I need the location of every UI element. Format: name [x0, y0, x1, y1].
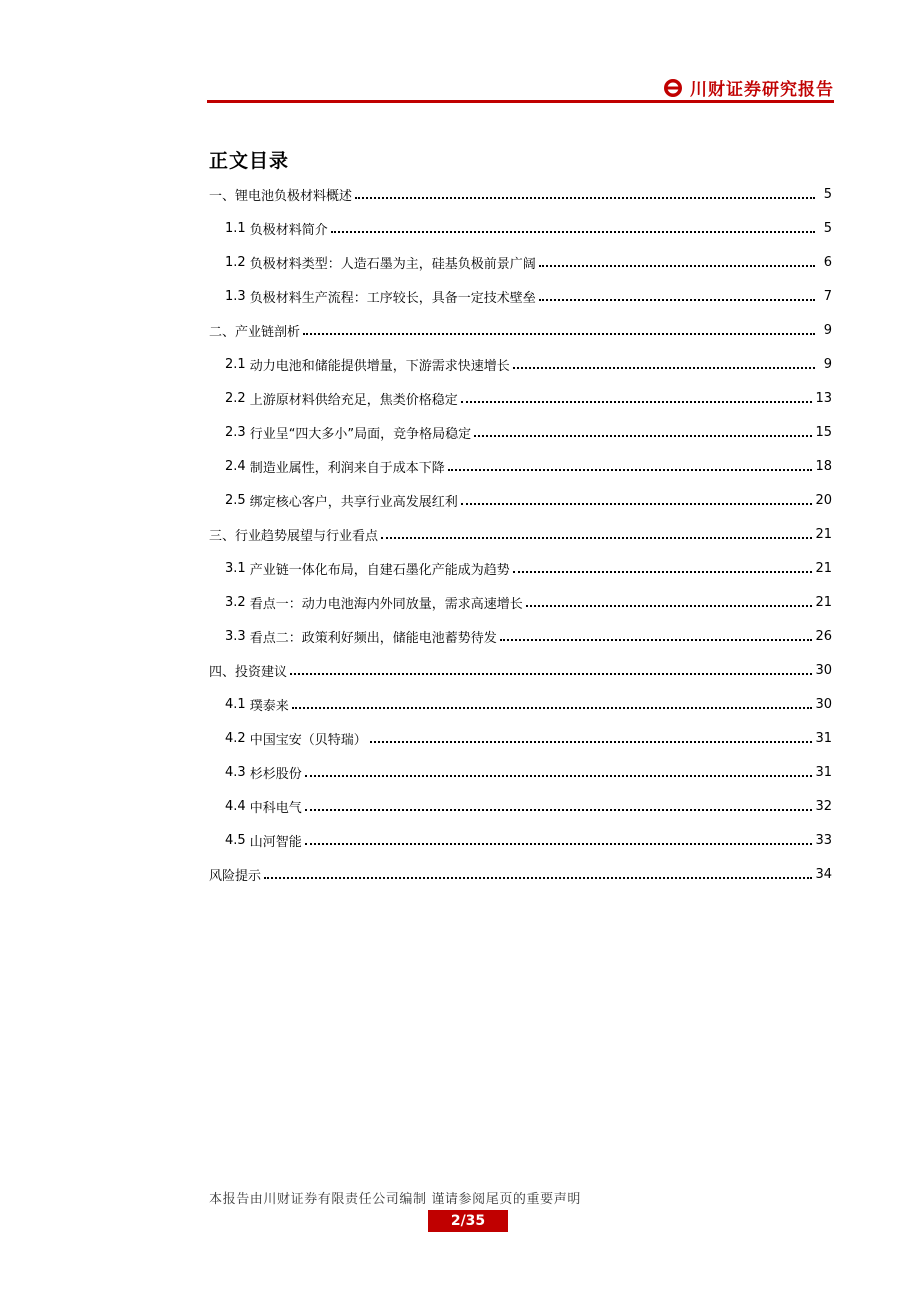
- toc-dot-leader: [290, 673, 812, 675]
- toc-entry-number: 2.4: [225, 458, 246, 474]
- toc-entry[interactable]: [209, 347, 832, 381]
- toc-dot-leader: [513, 367, 815, 369]
- toc-dot-leader: [331, 231, 815, 233]
- toc-dot-leader: [448, 469, 813, 471]
- toc-entry-label: 制造业属性，利润来自于成本下降: [249, 460, 445, 476]
- toc-entry-label: 产业链一体化布局，自建石墨化产能成为趋势: [249, 562, 510, 578]
- toc-entry-page: 5: [823, 220, 832, 236]
- toc-entry[interactable]: [209, 313, 832, 347]
- toc-entry[interactable]: [209, 279, 832, 313]
- toc-entry-page: 9: [823, 322, 832, 338]
- toc-entry-page: 32: [815, 798, 832, 814]
- toc-entry[interactable]: [209, 381, 832, 415]
- toc-entry-page: 6: [823, 254, 832, 270]
- toc-dot-leader: [292, 707, 813, 709]
- toc-dot-leader: [539, 299, 815, 301]
- toc-entry[interactable]: [209, 517, 832, 551]
- toc-dot-leader: [381, 537, 812, 539]
- toc-entry[interactable]: [209, 721, 832, 755]
- toc-entry-page: 5: [823, 186, 832, 202]
- toc-dot-leader: [305, 843, 813, 845]
- toc-entry-number: 1.3: [225, 288, 246, 304]
- toc-entry-label: 一、锂电池负极材料概述: [209, 188, 353, 204]
- toc-entry[interactable]: [209, 551, 832, 585]
- toc-entry-number: 4.2: [225, 730, 246, 746]
- toc-dot-leader: [474, 435, 812, 437]
- toc-dot-leader: [526, 605, 813, 607]
- toc-entry-page: 30: [815, 662, 832, 678]
- toc-entry-page: 30: [815, 696, 832, 712]
- toc-entry[interactable]: [209, 687, 832, 721]
- toc-entry-number: 4.5: [225, 832, 246, 848]
- toc-entry-number: 2.2: [225, 390, 246, 406]
- toc-entry[interactable]: [209, 483, 832, 517]
- toc-entry-page: 9: [823, 356, 832, 372]
- toc-entry-label: 二、产业链剖析: [209, 324, 301, 340]
- toc-entry-number: 2.3: [225, 424, 246, 440]
- toc-entry[interactable]: [209, 653, 832, 687]
- toc-entry-page: 26: [815, 628, 832, 644]
- toc-entry-page: 31: [815, 730, 832, 746]
- toc-dot-leader: [305, 809, 813, 811]
- table-of-contents: [209, 177, 832, 891]
- toc-dot-leader: [370, 741, 813, 743]
- toc-entry[interactable]: [209, 177, 832, 211]
- toc-entry[interactable]: [209, 823, 832, 857]
- toc-entry-label: 中科电气: [249, 800, 302, 816]
- toc-dot-leader: [539, 265, 815, 267]
- toc-entry-number: 1.1: [225, 220, 246, 236]
- toc-entry-number: 3.3: [225, 628, 246, 644]
- toc-entry-page: 21: [815, 594, 832, 610]
- toc-entry-label: 中国宝安（贝特瑞）: [249, 732, 367, 748]
- toc-entry[interactable]: [209, 789, 832, 823]
- toc-entry-label: 三、行业趋势展望与行业看点: [209, 528, 379, 544]
- toc-dot-leader: [355, 197, 815, 199]
- toc-entry-number: 4.1: [225, 696, 246, 712]
- footer-disclaimer: 本报告由川财证券有限责任公司编制 谨请参阅尾页的重要声明: [209, 1192, 581, 1207]
- toc-entry-page: 20: [815, 492, 832, 508]
- toc-entry-number: 2.5: [225, 492, 246, 508]
- toc-entry-number: 1.2: [225, 254, 246, 270]
- toc-entry-label: 负极材料类型：人造石墨为主，硅基负极前景广阔: [249, 256, 536, 272]
- toc-entry-label: 行业呈“四大多小”局面，竞争格局稳定: [249, 426, 472, 442]
- toc-entry-label: 四、投资建议: [209, 664, 288, 680]
- toc-entry-page: 15: [815, 424, 832, 440]
- toc-dot-leader: [461, 401, 813, 403]
- toc-entry-label: 风险提示: [209, 868, 262, 884]
- toc-entry-page: 31: [815, 764, 832, 780]
- toc-entry-page: 34: [815, 866, 832, 882]
- toc-entry[interactable]: [209, 585, 832, 619]
- toc-entry[interactable]: [209, 857, 832, 891]
- toc-entry-page: 21: [815, 560, 832, 576]
- toc-entry-number: 2.1: [225, 356, 246, 372]
- toc-entry-label: 动力电池和储能提供增量，下游需求快速增长: [249, 358, 510, 374]
- toc-entry-number: 3.1: [225, 560, 246, 576]
- toc-entry-number: 3.2: [225, 594, 246, 610]
- toc-entry-label: 山河智能: [249, 834, 302, 850]
- header-rule: [207, 100, 834, 103]
- toc-dot-leader: [461, 503, 813, 505]
- page-header: [207, 72, 834, 106]
- page-number-badge: 2/35: [428, 1210, 508, 1232]
- toc-dot-leader: [303, 333, 815, 335]
- toc-entry[interactable]: [209, 245, 832, 279]
- toc-entry-page: 7: [823, 288, 832, 304]
- toc-entry-page: 13: [815, 390, 832, 406]
- toc-entry-label: 绑定核心客户，共享行业高发展红利: [249, 494, 458, 510]
- toc-entry[interactable]: [209, 619, 832, 653]
- toc-entry[interactable]: [209, 415, 832, 449]
- toc-entry-number: 4.4: [225, 798, 246, 814]
- toc-entry-page: 33: [815, 832, 832, 848]
- toc-entry-page: 21: [815, 526, 832, 542]
- toc-dot-leader: [264, 877, 812, 879]
- toc-entry-label: 看点二：政策利好频出，储能电池蓄势待发: [249, 630, 497, 646]
- brand-text: 川财证券研究报告: [690, 80, 834, 100]
- toc-dot-leader: [500, 639, 813, 641]
- toc-entry-label: 看点一：动力电池海内外同放量，需求高速增长: [249, 596, 523, 612]
- brand: [663, 75, 834, 100]
- toc-entry-number: 4.3: [225, 764, 246, 780]
- chuancai-logo-icon: [663, 78, 683, 98]
- toc-title: 正文目录: [209, 150, 290, 172]
- toc-entry-label: 上游原材料供给充足，焦类价格稳定: [249, 392, 458, 408]
- toc-entry-label: 负极材料简介: [249, 222, 328, 238]
- toc-entry[interactable]: [209, 211, 832, 245]
- toc-entry-label: 杉杉股份: [249, 766, 302, 782]
- toc-entry-label: 璞泰来: [249, 698, 289, 714]
- toc-entry-label: 负极材料生产流程：工序较长，具备一定技术壁垒: [249, 290, 536, 306]
- toc-entry[interactable]: [209, 755, 832, 789]
- toc-entry-page: 18: [815, 458, 832, 474]
- toc-entry[interactable]: [209, 449, 832, 483]
- toc-dot-leader: [305, 775, 813, 777]
- toc-dot-leader: [513, 571, 813, 573]
